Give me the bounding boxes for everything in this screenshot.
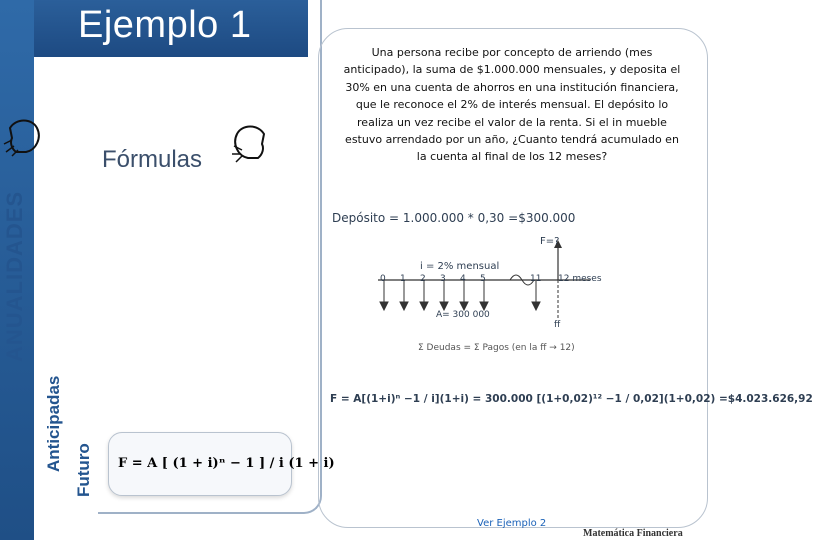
course-footer: Matemática Financiera [583,528,683,539]
pointing-hand-left-icon [2,114,44,158]
deposit-calculation: Depósito = 1.000.000 * 0,30 =$300.000 [332,211,576,225]
period-11: 11 [530,274,542,284]
interest-rate-label: i = 2% mensual [420,261,500,272]
period-0: 0 [380,274,386,284]
period-1: 1 [400,274,406,284]
slide-title: Ejemplo 1 [78,4,252,46]
annuity-due-future-formula: F = A [ (1 + i)ⁿ − 1 ] / i (1 + i) [118,456,335,471]
subsection-futuro: Futuro [74,443,93,497]
equation-of-value: Σ Deudas = Σ Pagos (en la ff → 12) [418,343,575,353]
section-label: ANUALIDADES [2,190,27,362]
see-example-2-link[interactable]: Ver Ejemplo 2 [477,518,547,529]
period-2: 2 [420,274,426,284]
formulas-label: Fórmulas [102,146,203,173]
focal-date-label: ff [554,320,561,330]
period-5: 5 [480,274,486,284]
problem-statement: Una persona recibe por concepto de arriendo (mes anticipado), la suma de $1.000.000 mensuales, y deposita el 30% en una cuenta de ahorros en una institución financiera, que le reconoce el 2% de interés mensual. El depósito lo realiza un vez recibe el valor de la renta. Si el in mueble estuvo arrendado por un año, ¿Cuanto tendrá acumulado en la cuenta al final de los 12 meses? [343,46,681,164]
period-12: 12 meses [558,274,602,284]
annuity-amount-label: A= 300 000 [436,310,490,320]
result-calculation: F = A[(1+i)ⁿ −1 / i](1+i) = 300.000 [(1+0,02)¹² −1 / 0,02](1+0,02) =$4.023.626,92 [330,393,813,405]
cash-flow-timeline [360,236,620,336]
period-3: 3 [440,274,446,284]
subsection-anticipadas: Anticipadas [44,375,63,472]
future-value-label: F=? [540,236,560,247]
period-4: 4 [460,274,466,284]
pointing-hand-right-icon [230,120,272,164]
